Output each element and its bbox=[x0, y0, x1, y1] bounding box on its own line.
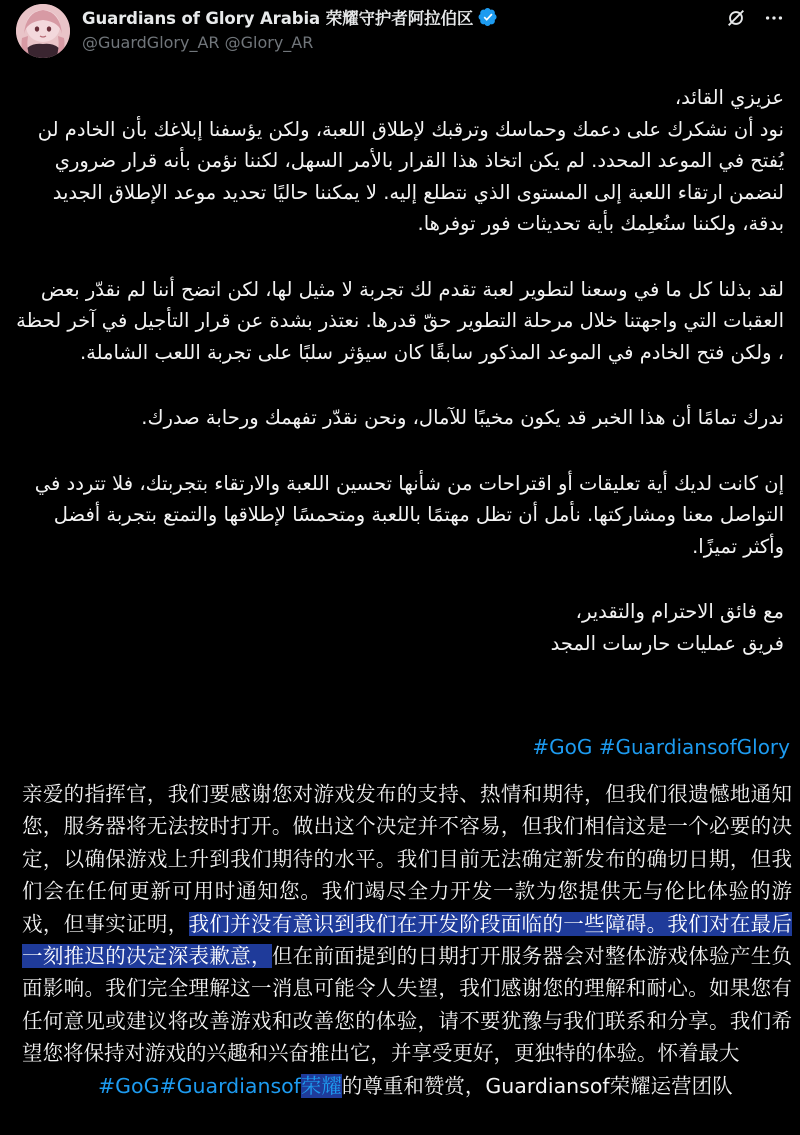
hashtag-gog-cn[interactable]: #GoG bbox=[98, 1073, 160, 1098]
handle[interactable]: @GuardGlory_AR @Glory_AR bbox=[82, 33, 314, 52]
hashtag-guardiansof[interactable]: #Guardiansof bbox=[159, 1073, 301, 1098]
arabic-greeting: عزيزي القائد، bbox=[674, 86, 784, 109]
chinese-text-part-1: 亲爱的指挥官，我们要感谢您对游戏发布的支持、热情和期待，但我们很遗憾地通知您，服务器将无法按时打开。做出这个决定并不容易，但我们相信这是一个必要的决定，以确保游戏上升到我们期待的水平。我们目前无法确定新发布的确切日期，但我们会在任何更新可用时通知您。我们竭尽全力开发一款为您提供无与伦比体验的游戏，但事实证明， bbox=[22, 782, 792, 936]
arabic-team: فريق عمليات حارسات المجد bbox=[550, 631, 784, 655]
header-actions bbox=[724, 6, 786, 30]
arabic-signature bbox=[14, 596, 784, 659]
arabic-post-body bbox=[14, 82, 784, 659]
chinese-text-part-3: 的尊重和赞赏，Guardiansof荣耀运营团队 bbox=[341, 1073, 733, 1098]
arabic-paragraph-1: نود أن نشكرك على دعمك وحماسك وترقبك لإطلاق اللعبة، ولكن يؤسفنا إبلاغك بأن الخادم لن يُفتح في الموعد المحدد. لم يكن اتخاذ هذا القرار بالأمر السهل، لكننا نؤمن بأنه قرار ضروري لنضمن ارتقاء اللعبة إلى المستوى الذي نتطلع إليه. لا يمكننا حاليًا تحديد موعد الإطلاق الجديد بدقة، ولكننا سنُعلِمك بأية تحديثات فور توفرها. bbox=[37, 117, 784, 235]
arabic-paragraph-4: إن كانت لديك أية تعليقات أو اقتراحات من شأنها تحسين اللعبة والارتقاء بتجربتك، فلا تتردد في التواصل معنا ومشاركتها. نأمل أن تظل مهتمًا باللعبة ومتحمسًا لإطلاقها والتمتع بتجربة أفضل وأكثر تميزًا. bbox=[34, 471, 784, 558]
chinese-text-part-2: 但在前面提到的日期打开服务器会对整体游戏体验产生负面影响。我们完全理解这一消息可能令人失望，我们感谢您的理解和耐心。如果您有任何意见或建议将改善游戏和改善您的体验，请不要犹豫与我们联系和分享。我们希望您将保持对游戏的兴趣和兴奋推出它，并享受更好，更独特的体验。怀着最大 bbox=[22, 944, 793, 1066]
display-name[interactable]: Guardians of Glory Arabia 荣耀守护者阿拉伯区 bbox=[82, 9, 474, 28]
arabic-paragraph-3: ندرك تمامًا أن هذا الخبر قد يكون مخيبًا للآمال، ونحن نقدّر تفهمك ورحابة صدرك. bbox=[141, 406, 784, 429]
more-options-icon[interactable] bbox=[762, 6, 786, 30]
arabic-closing: مع فائق الاحترام والتقدير، bbox=[575, 600, 784, 623]
selected-text[interactable]: 我们并没有意识到我们在开发阶段面临的一些障碍。我们对在最后一刻推迟的决定深表歉意， bbox=[22, 911, 793, 969]
post-header bbox=[0, 0, 800, 64]
arabic-hashtags bbox=[532, 735, 790, 759]
hashtag-gog[interactable]: #GoG bbox=[532, 735, 593, 759]
grok-icon[interactable] bbox=[724, 6, 748, 30]
hashtag-selected-part[interactable]: 荣耀 bbox=[300, 1073, 342, 1098]
arabic-paragraph bbox=[14, 82, 784, 240]
avatar-character-icon bbox=[16, 4, 70, 58]
hashtag-guardiansofglory[interactable]: #GuardiansofGlory bbox=[598, 735, 790, 759]
name-row bbox=[82, 5, 498, 29]
arabic-paragraph-2: لقد بذلنا كل ما في وسعنا لتطوير لعبة تقدم لك تجربة لا مثيل لها، لكن اتضح أننا لم نقدّر بعض العقبات التي واجهتنا خلال مرحلة التطوير حقّ قدرها. نعتذر بشدة عن قرار التأجيل في آخر لحظة ، ولكن فتح الخادم في الموعد المذكور سابقًا كان سيؤثر سلبًا على تجربة اللعب الشاملة. bbox=[16, 277, 784, 364]
verified-badge-icon bbox=[478, 7, 498, 27]
avatar[interactable] bbox=[16, 4, 70, 58]
chinese-post-body bbox=[22, 778, 792, 1102]
